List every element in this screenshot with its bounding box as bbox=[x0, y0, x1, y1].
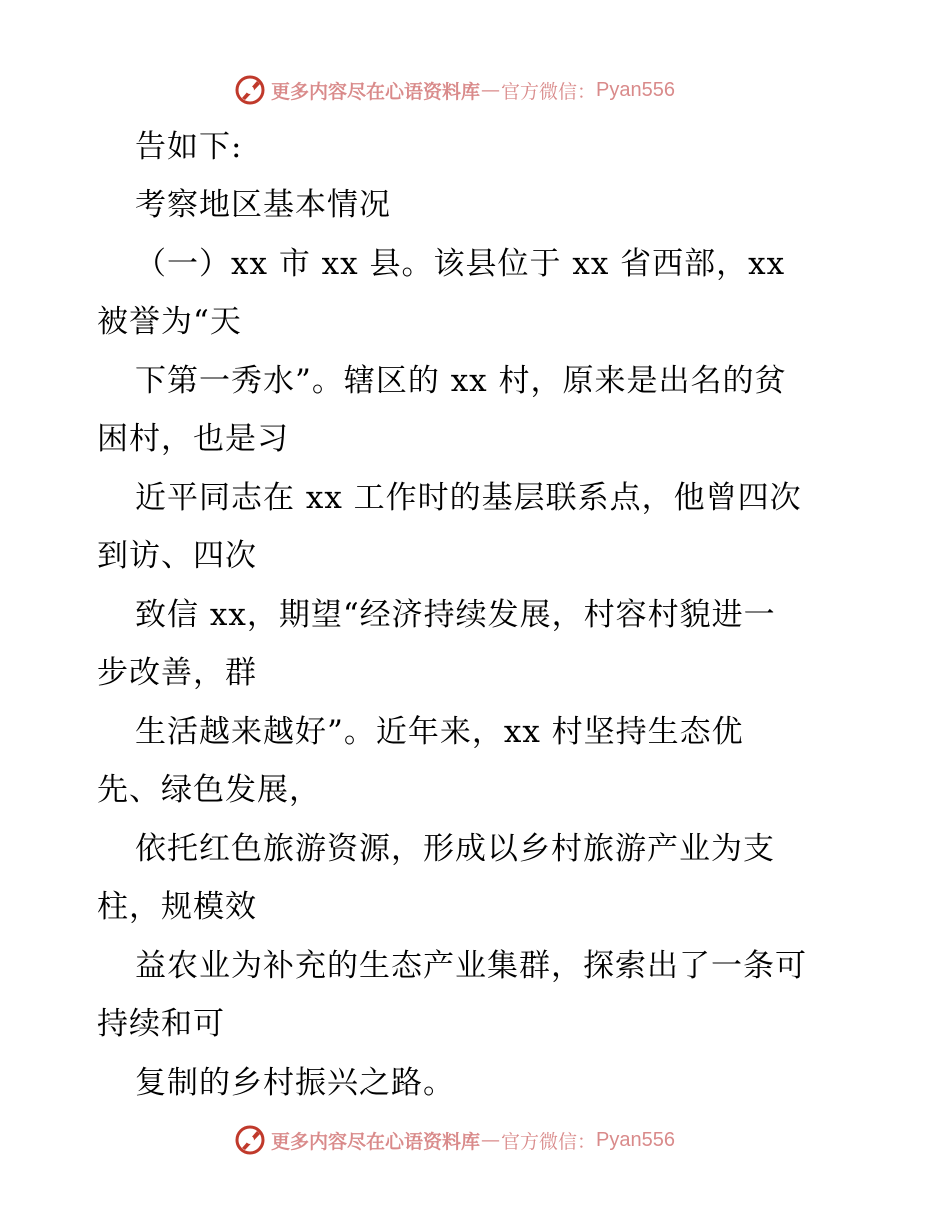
text-line: 生活越来越好”。近年来，xx 村坚持生态优 bbox=[135, 714, 744, 750]
watermark-wechat-id: Pyan556 bbox=[596, 1128, 675, 1151]
text-line: 复制的乡村振兴之路。 bbox=[135, 1065, 455, 1101]
watermark-main-text: 更多内容尽在心语资料库 bbox=[271, 1130, 481, 1153]
text-line: 步改善，群 bbox=[97, 655, 257, 691]
text-line: 致信 xx，期望“经济持续发展，村容村貌进一 bbox=[135, 597, 776, 633]
footer-watermark bbox=[233, 1122, 675, 1158]
text-line: 近平同志在 xx 工作时的基层联系点，他曾四次 bbox=[135, 480, 802, 516]
watermark-wechat-label: 官方微信： bbox=[501, 1130, 597, 1153]
text-line: 考察地区基本情况 bbox=[135, 187, 391, 223]
header-watermark bbox=[233, 72, 675, 108]
text-line: 被誉为“天 bbox=[97, 304, 242, 340]
watermark-wechat-id: Pyan556 bbox=[596, 78, 675, 101]
pen-logo-icon bbox=[233, 1123, 267, 1157]
watermark-dash: — bbox=[481, 1129, 501, 1151]
text-line: 柱，规模效 bbox=[97, 889, 257, 925]
pen-logo-icon bbox=[233, 73, 267, 107]
text-line: 先、绿色发展， bbox=[97, 772, 321, 808]
text-line: 益农业为补充的生态产业集群，探索出了一条可 bbox=[135, 948, 807, 984]
watermark-wechat-label: 官方微信： bbox=[501, 80, 597, 103]
text-line: 下第一秀水”。辖区的 xx 村，原来是出名的贫 bbox=[135, 363, 787, 399]
text-line: 困村，也是习 bbox=[97, 421, 289, 457]
text-line: 告如下: bbox=[135, 129, 243, 165]
text-line: 持续和可 bbox=[97, 1006, 225, 1042]
watermark-dash: — bbox=[481, 79, 501, 101]
watermark-main-text: 更多内容尽在心语资料库 bbox=[271, 80, 481, 103]
text-line: （一）xx 市 xx 县。该县位于 xx 省西部，xx bbox=[135, 246, 786, 282]
text-line: 到访、四次 bbox=[97, 538, 257, 574]
text-line: 依托红色旅游资源，形成以乡村旅游产业为支 bbox=[135, 831, 775, 867]
